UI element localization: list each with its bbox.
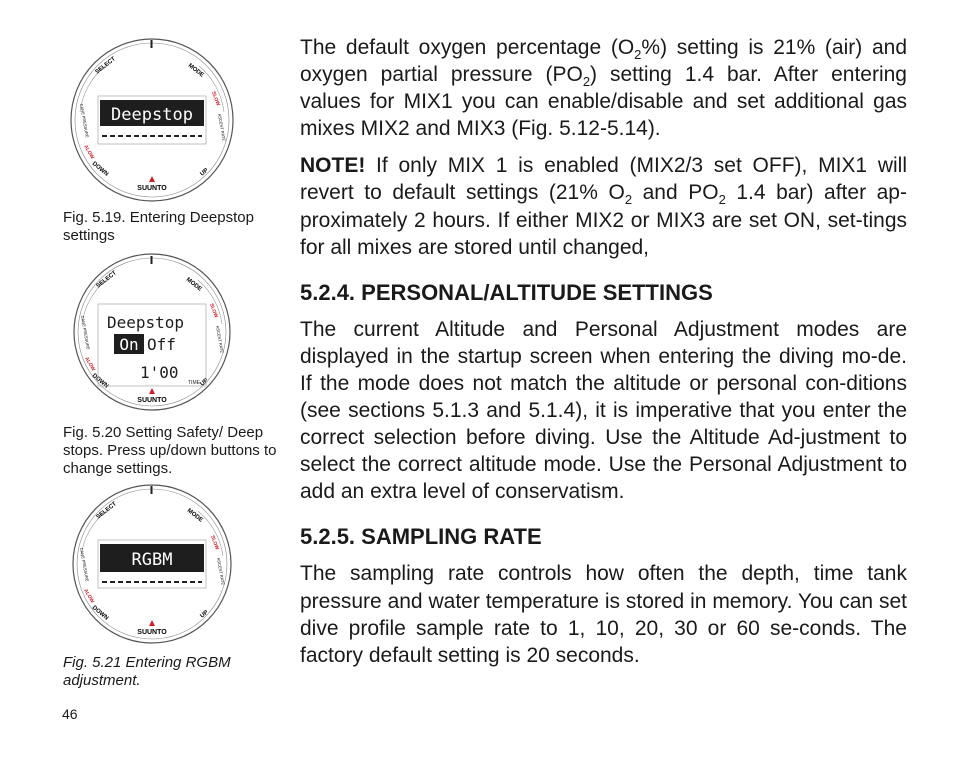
figure-caption: Fig. 5.20 Setting Safety/ Deep stops. Press up/down buttons to change settings. xyxy=(63,424,277,477)
paragraph-sampling-rate: The sampling rate controls how often the depth, time tank pressure and water temperature is stored in memory. You can set dive profile sample rate to 1, 10, 20, 30 or 60 se-conds. The factory default setting is 20 seconds. xyxy=(300,562,907,667)
paragraph-personal-altitude: The current Altitude and Personal Adjustment modes are displayed in the startup screen when entering the diving mo-de. If the mode does not match the altitude or personal con-ditions (see sections 5.1.3 and 5.1.4), it is imperative that you enter the correct selection before diving. Use the Altitude Ad-justment to select the correct altitude mode. Use the Personal Adjustment to add an extra level of conservatism. xyxy=(300,317,907,504)
paragraph-default-oxygen: The default oxygen percentage $(O_2\%)$ setting is 21% (air) and oxygen partial pressure $(PO_2)$ setting 1.4 bar. After entering values for MIX1 you can enable/disable and set additional gas mixes MIX2 and MIX3 (Fig. 5.12-5.14). xyxy=(300,36,907,141)
lcd-other-option: Off xyxy=(147,335,176,354)
dial-label-down: DOWN xyxy=(90,160,110,178)
dial-label-right-arc: ASCENT RATE xyxy=(215,325,225,354)
figure-caption: Fig. 5.21 Entering RGBM adjustment. xyxy=(63,654,231,689)
main-text xyxy=(300,34,907,669)
dive-computer-dial xyxy=(62,482,242,648)
section-heading-personal-altitude: 5.2.4. PERSONAL/ALTITUDE SETTINGS xyxy=(300,279,713,305)
page-number: 46 xyxy=(62,706,78,722)
dial-brand: SUUNTO xyxy=(137,629,167,636)
paragraph-note: NOTE! If only MIX 1 is enabled (MIX2/3 set OFF), MIX1 will revert to default settings (21% $O_2$ and $PO_2$ 1.4 bar) after ap-proximately 2 hours. If either MIX2 or MIX3 are set ON, set-tings for all mixes are stored until changed, xyxy=(300,154,907,259)
figure-deepstop-entering xyxy=(60,36,285,244)
lcd-time-value: 1'00 xyxy=(140,363,179,382)
dial-label-mode: MODE xyxy=(184,276,203,293)
dive-computer-dial xyxy=(62,252,242,414)
note-label: NOTE! xyxy=(300,154,366,178)
figure-rgbm-entering xyxy=(60,482,285,689)
dial-brand: SUUNTO xyxy=(137,185,167,192)
figure-caption: Fig. 5.19. Entering Deepstop settings xyxy=(63,209,254,244)
dial-label-mode: MODE xyxy=(185,507,204,524)
dial-label-left-red: ALOW xyxy=(82,144,96,161)
dive-computer-dial xyxy=(62,36,242,204)
dial-label-right-red: SLOW xyxy=(208,302,219,319)
dial-label-select: SELECT xyxy=(95,270,118,290)
dial-label-mode: MODE xyxy=(186,62,205,79)
lcd-selected-option: On xyxy=(119,335,139,354)
dial-label-up: UP xyxy=(199,167,210,178)
dial-label-up: UP xyxy=(199,609,210,620)
dial-label-select: SELECT xyxy=(94,56,117,76)
lcd-screen-text: Deepstop xyxy=(111,105,193,125)
figure-column xyxy=(60,0,285,757)
dial-label-down: DOWN xyxy=(90,372,110,390)
dial-label-select: SELECT xyxy=(95,501,118,521)
lcd-screen-text: RGBM xyxy=(131,550,173,570)
dial-label-left-arc: CANE PRESSURE xyxy=(79,103,90,138)
dial-label-right-arc: ASCENT RATE xyxy=(217,113,227,142)
dial-label-left-red: ALOW xyxy=(83,356,97,373)
dial-brand: SUUNTO xyxy=(137,397,167,404)
dial-label-down: DOWN xyxy=(90,604,110,622)
dial-label-right-red: SLOW xyxy=(210,90,221,107)
dial-label-left-red: ALOW xyxy=(82,588,96,605)
lcd-time-label: TIME xyxy=(188,380,200,386)
dial-label-right-arc: ASCENT RATE xyxy=(216,557,226,586)
section-heading-sampling-rate: 5.2.5. SAMPLING RATE xyxy=(300,524,542,550)
dial-label-left-arc: CANE PRESSURE xyxy=(79,547,90,582)
dial-label-left-arc: CANE PRESSURE xyxy=(80,315,91,350)
lcd-screen-text: Deepstop xyxy=(107,313,185,332)
dial-label-right-red: SLOW xyxy=(209,534,220,551)
dial-label-up: UP xyxy=(199,377,210,388)
figure-safety-deep-stops xyxy=(60,252,285,477)
